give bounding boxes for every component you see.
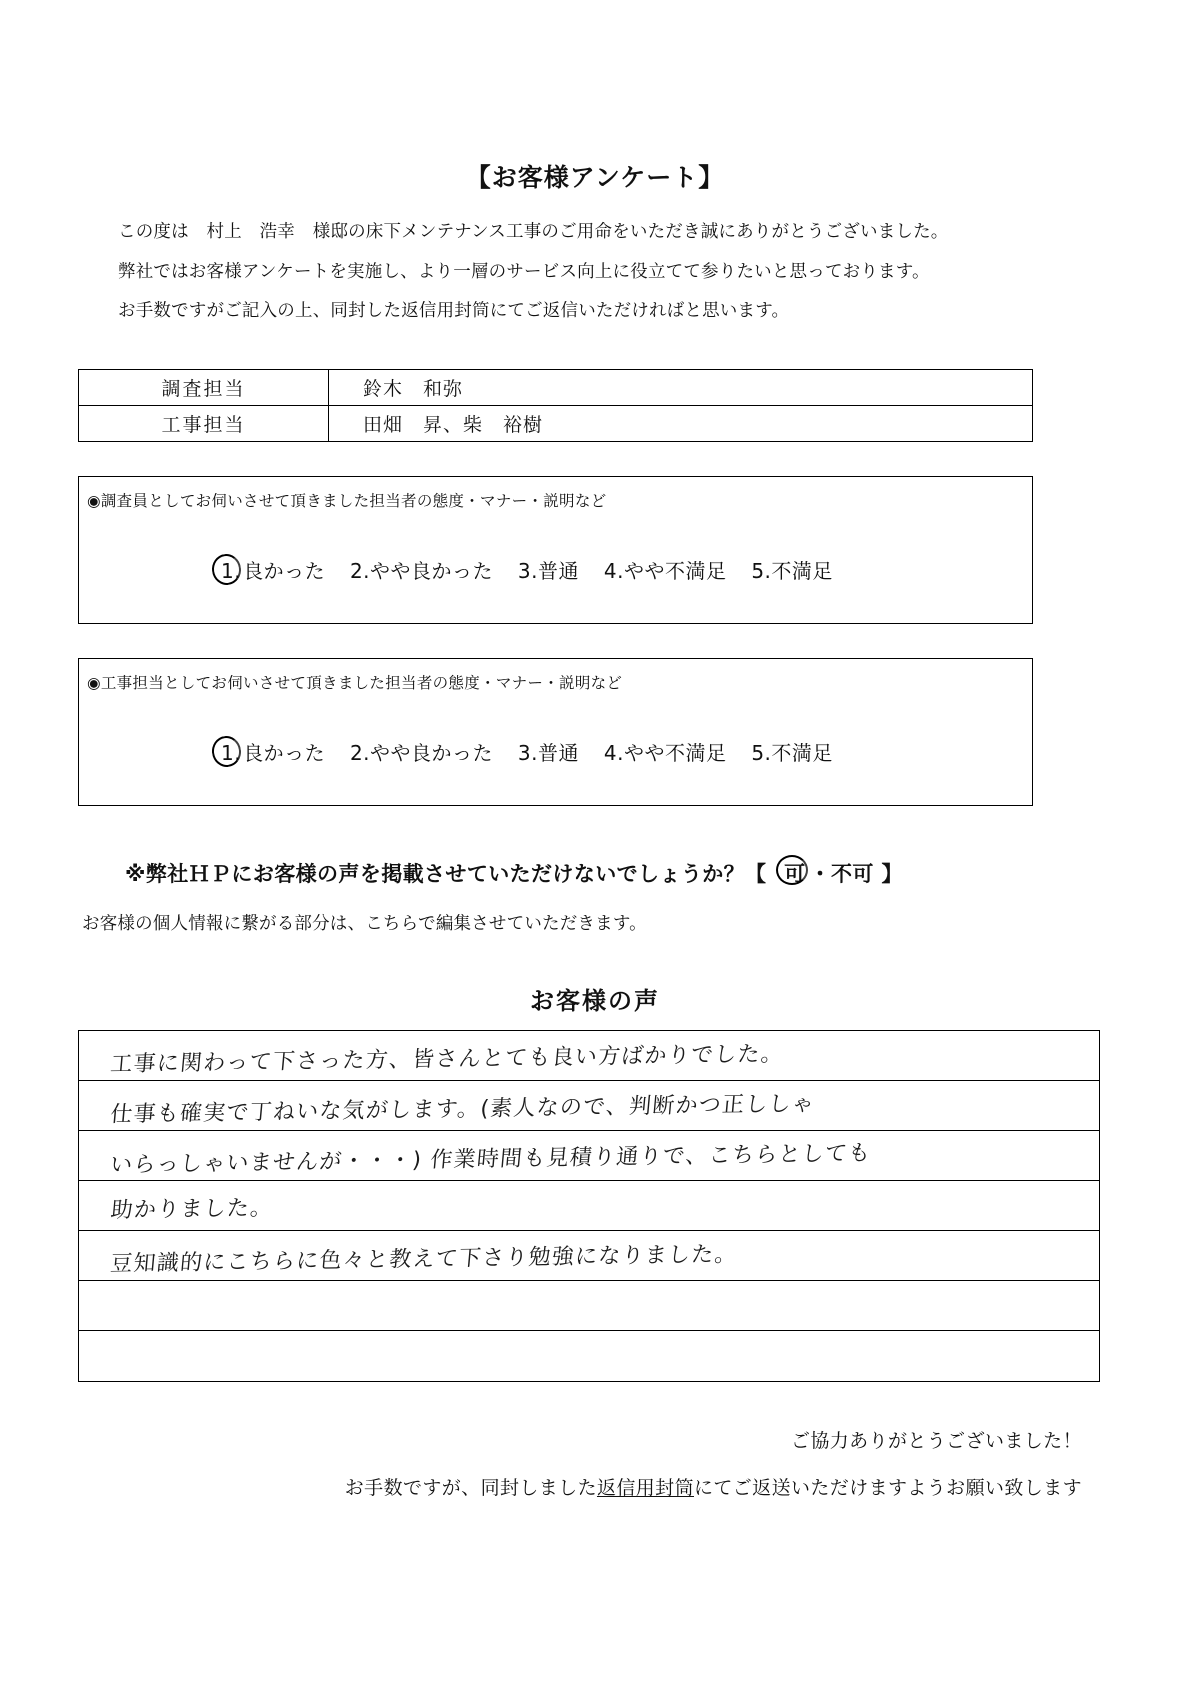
intro-line-1: この度は 村上 浩幸 様邸の床下メンテナンス工事のご用命をいただき誠にありがとうございました。 bbox=[118, 222, 949, 242]
rating-option-label: 普通 bbox=[538, 558, 579, 583]
footer-return-after: にてご返送いただけますようお願い致します bbox=[693, 1476, 1082, 1499]
rating-option-5[interactable] bbox=[751, 737, 833, 766]
handwritten-comment-line: 助かりました。 bbox=[109, 1195, 275, 1223]
rating-option-number: 4. bbox=[603, 740, 624, 765]
rating-option-1[interactable] bbox=[219, 555, 325, 584]
rating-option-number: 4. bbox=[603, 558, 624, 583]
question-header: ◉工事担当としてお伺いさせて頂きました担当者の態度・マナー・説明など bbox=[87, 673, 623, 692]
consent-separator: ・ bbox=[809, 861, 831, 886]
question-box-survey-staff bbox=[78, 476, 1033, 624]
privacy-note: お客様の個人情報に繋がる部分は、こちらで編集させていただきます。 bbox=[82, 913, 647, 934]
question-header: ◉調査員としてお伺いさせて頂きました担当者の態度・マナー・説明など bbox=[87, 491, 607, 510]
handwritten-comment-line: いらっしゃいませんが・・・) 作業時間も見積り通りで、こちらとしても bbox=[109, 1140, 873, 1178]
intro-block bbox=[118, 224, 1118, 321]
list-item bbox=[79, 1181, 1099, 1231]
rating-option-label: 良かった bbox=[243, 740, 326, 765]
footer-return-envelope: 返信用封筒 bbox=[596, 1476, 694, 1499]
hp-consent-text: ※弊社ＨＰにお客様の声を掲載させていただけないでしょうか？【 bbox=[125, 861, 767, 886]
voice-section-title: お客様の声 bbox=[530, 986, 660, 1015]
list-item bbox=[79, 1081, 1099, 1131]
rating-option-number: 2. bbox=[349, 740, 371, 765]
rating-option-2[interactable] bbox=[350, 737, 493, 766]
footer-return-before: お手数ですが、同封しました bbox=[344, 1476, 597, 1499]
staff-role-label: 工事担当 bbox=[79, 405, 329, 441]
handwritten-comment-line: 豆知識的にこちらに色々と教えて下さり勉強になりました。 bbox=[109, 1241, 739, 1277]
rating-option-4[interactable] bbox=[604, 737, 727, 766]
survey-page bbox=[0, 158, 1190, 1684]
staff-name-value: 田畑 昇、柴 裕樹 bbox=[329, 405, 1033, 441]
table-row bbox=[79, 369, 1033, 405]
footer-thanks: ご協力ありがとうございました！ bbox=[790, 1429, 1082, 1452]
table-row bbox=[79, 405, 1033, 441]
rating-option-number: 5. bbox=[751, 558, 772, 583]
rating-option-5[interactable] bbox=[751, 555, 833, 584]
intro-line-2: 弊社ではお客様アンケートを実施し、より一層のサービス向上に役立てて参りたいと思っております。 bbox=[118, 261, 930, 282]
list-item bbox=[79, 1231, 1099, 1281]
staff-role-label: 調査担当 bbox=[79, 369, 329, 405]
consent-no-option[interactable]: 不可 bbox=[830, 861, 874, 886]
rating-option-4[interactable] bbox=[604, 555, 727, 584]
page-title: 【お客様アンケート】 bbox=[465, 163, 725, 192]
staff-name-value: 鈴木 和弥 bbox=[329, 369, 1033, 405]
rating-scale bbox=[219, 555, 851, 584]
rating-option-number: 1. bbox=[221, 740, 242, 765]
list-item bbox=[79, 1281, 1099, 1331]
list-item bbox=[79, 1031, 1099, 1081]
rating-option-number: 3. bbox=[517, 740, 538, 765]
rating-option-label: やや不満足 bbox=[623, 558, 727, 583]
rating-option-number: 2. bbox=[349, 558, 371, 583]
consent-yes-option[interactable] bbox=[780, 858, 809, 888]
staff-table bbox=[78, 369, 1033, 442]
rating-option-number: 3. bbox=[517, 558, 538, 583]
question-box-construction-staff bbox=[78, 658, 1033, 806]
rating-option-3[interactable] bbox=[518, 555, 579, 584]
list-item bbox=[79, 1331, 1099, 1381]
list-item bbox=[79, 1131, 1099, 1181]
rating-option-label: 普通 bbox=[538, 740, 579, 765]
handwritten-comment-line: 工事に関わって下さった方、皆さんとても良い方ばかりでした。 bbox=[109, 1041, 786, 1077]
intro-line-3: お手数ですがご記入の上、同封した返信用封筒にてご返信いただければと思います。 bbox=[118, 301, 790, 321]
consent-yes-label: 可 bbox=[784, 861, 806, 886]
rating-option-number: 1. bbox=[221, 558, 242, 583]
rating-option-2[interactable] bbox=[350, 555, 493, 584]
rating-option-label: 良かった bbox=[243, 558, 326, 583]
rating-option-label: 不満足 bbox=[771, 558, 833, 583]
rating-option-1[interactable] bbox=[219, 737, 325, 766]
rating-option-label: やや良かった bbox=[370, 740, 494, 765]
rating-scale bbox=[219, 737, 851, 766]
hp-consent-question bbox=[125, 858, 1190, 888]
footer bbox=[0, 1426, 1190, 1500]
voice-comment-box[interactable] bbox=[78, 1030, 1100, 1382]
consent-bracket-close: 】 bbox=[881, 861, 903, 886]
consent-options bbox=[780, 858, 903, 888]
rating-option-number: 5. bbox=[751, 740, 772, 765]
rating-option-3[interactable] bbox=[518, 737, 579, 766]
rating-option-label: 不満足 bbox=[771, 740, 833, 765]
rating-option-label: やや良かった bbox=[370, 558, 494, 583]
handwritten-comment-line: 仕事も確実で丁ねいな気がします。(素人なので、判断かつ正ししゃ bbox=[109, 1090, 817, 1128]
footer-return-instruction bbox=[0, 1473, 1082, 1500]
rating-option-label: やや不満足 bbox=[623, 740, 727, 765]
